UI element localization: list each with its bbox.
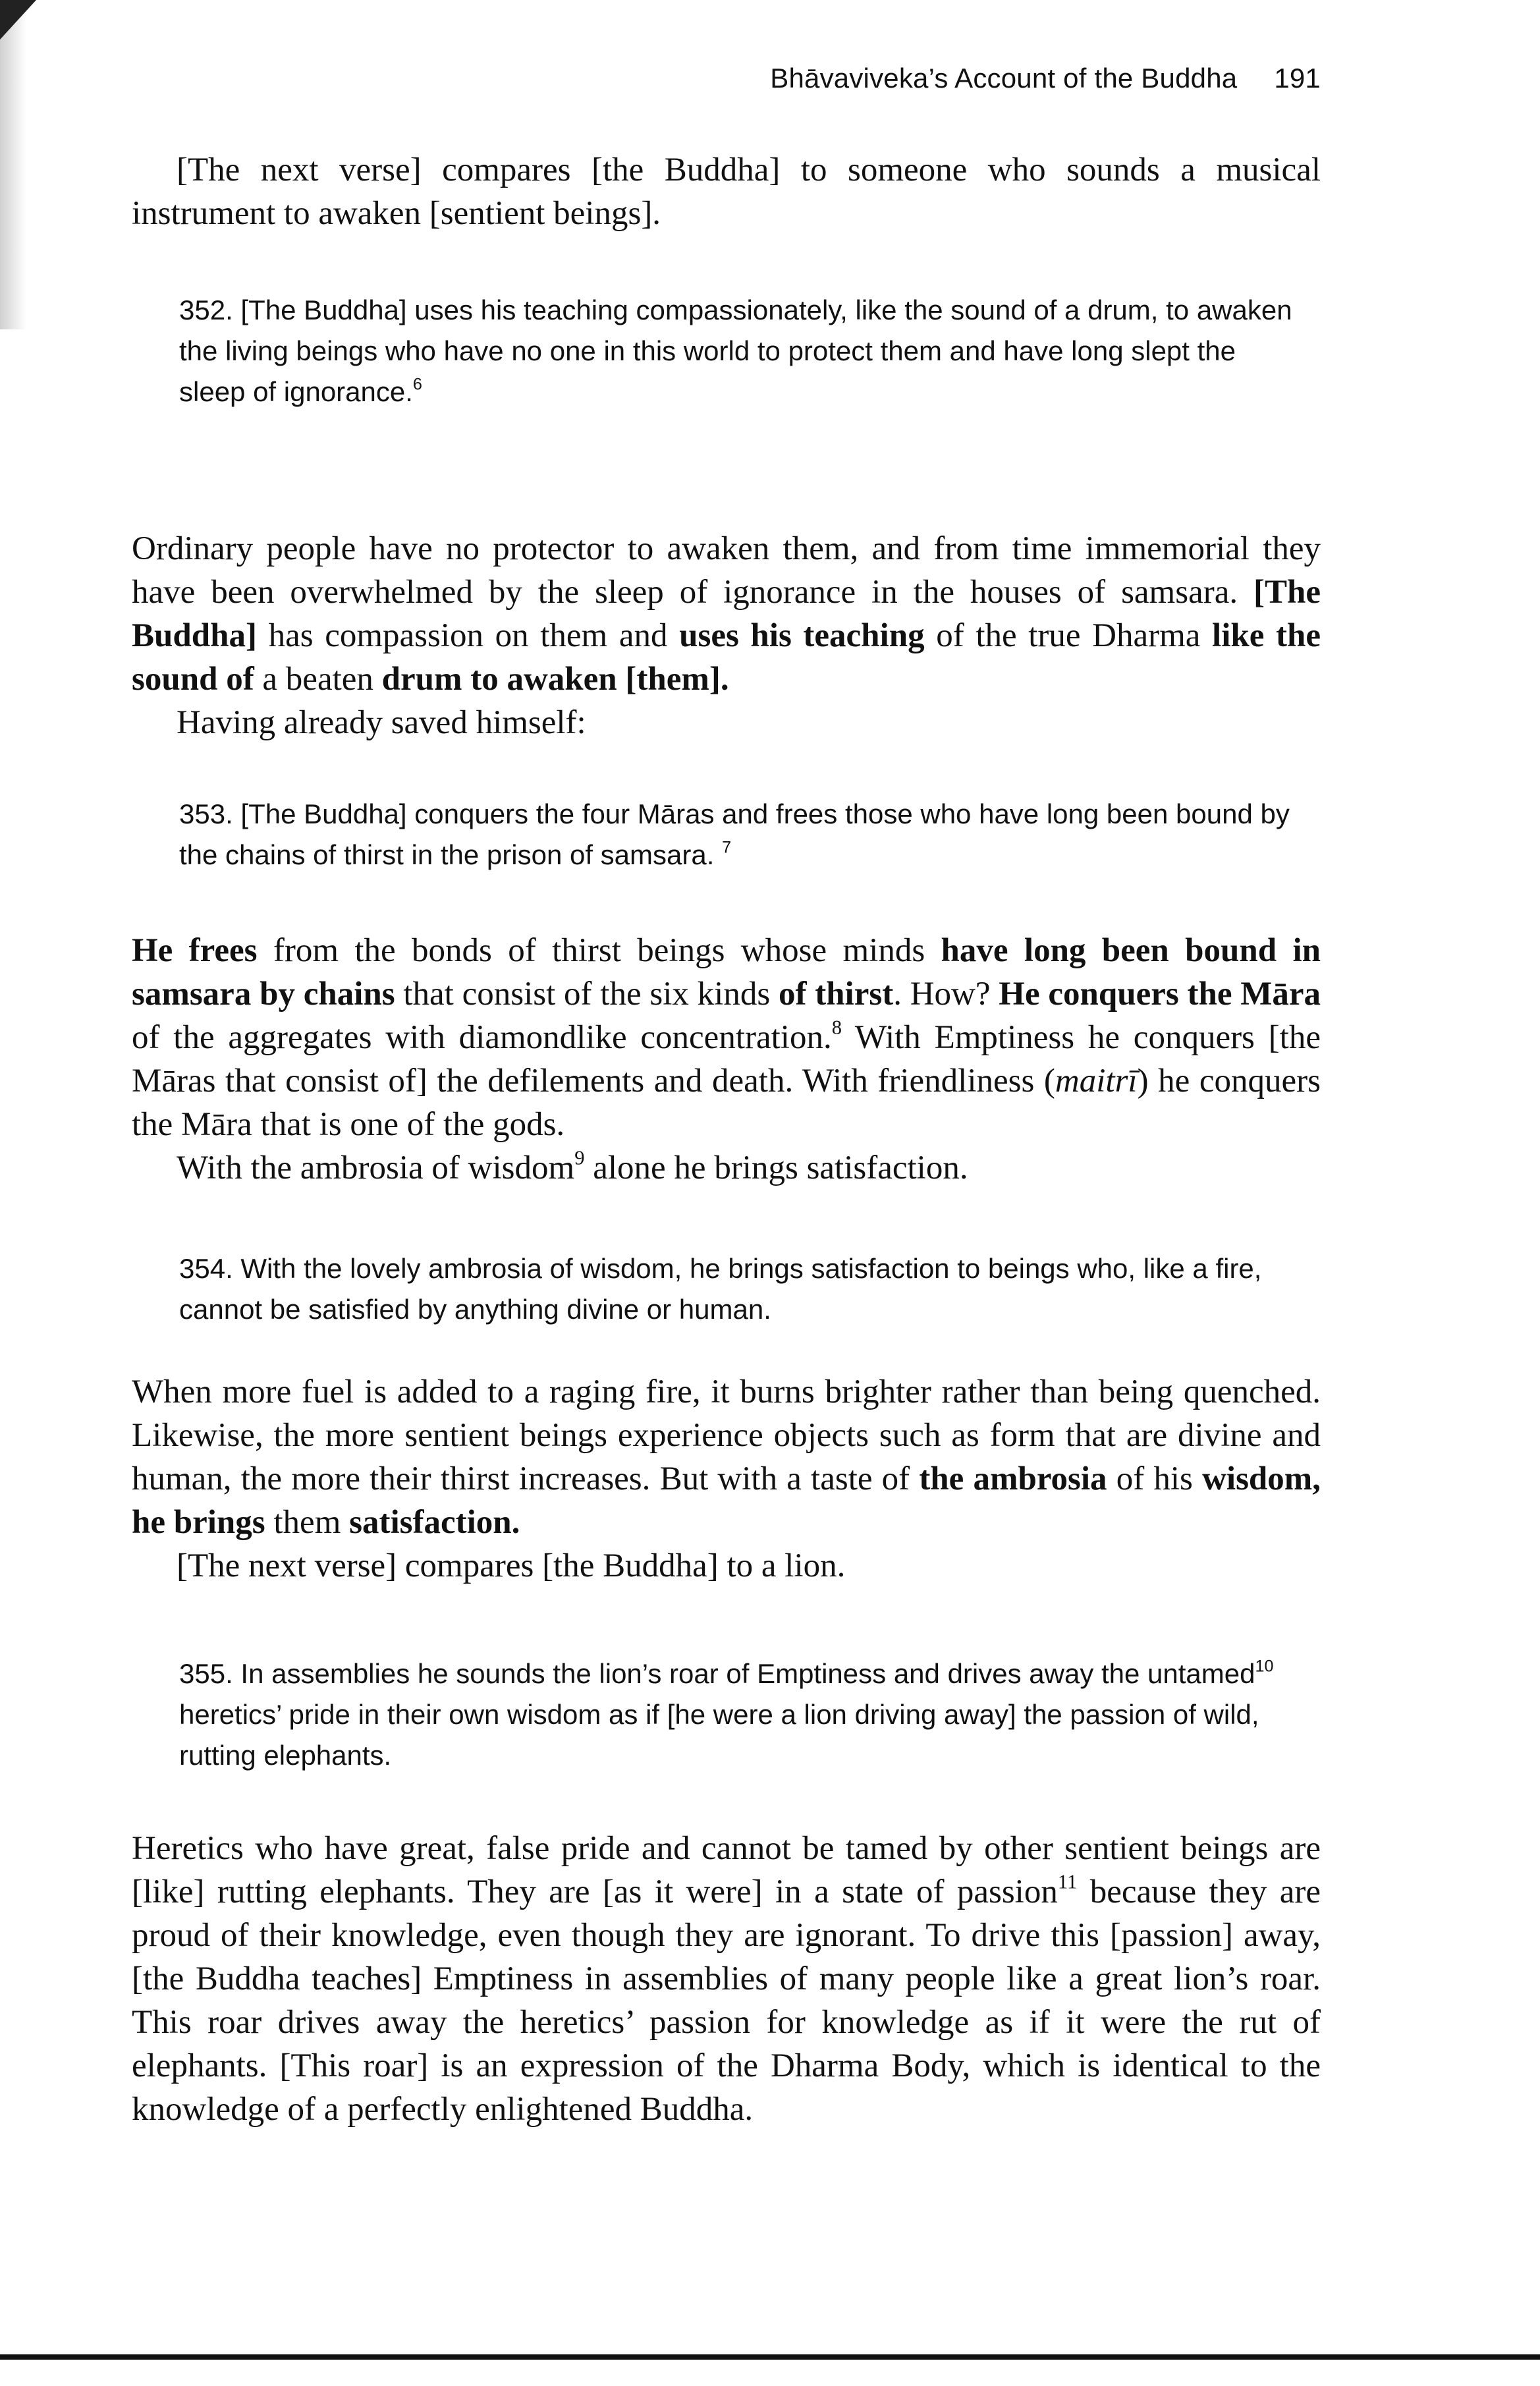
- verse-354: [132, 1248, 1321, 1330]
- verse-text: 353. [The Buddha] conquers the four Māras and frees those who have long been bound by the chains of thirst in the prison of samsara. $^7$: [179, 798, 1290, 870]
- footnote-ref-10: 10: [1255, 1657, 1274, 1676]
- verse-352: [132, 290, 1321, 412]
- page-number: 191: [1274, 63, 1321, 94]
- verse-text: 354. With the lovely ambrosia of wisdom, he brings satisfaction to beings who, like a fire, cannot be satisfied by anything divine or human.: [179, 1253, 1262, 1325]
- footnote-ref-9: 9: [574, 1146, 585, 1169]
- paragraph-commentary-355: [132, 1827, 1321, 2131]
- verse-355: [132, 1653, 1321, 1776]
- paragraph-text: Heretics who have great, false pride and cannot be tamed by other sentient beings are [like] rutting elephants. They are [as it were] in a state of passion$^{11}$ because they are proud of their knowledge, even though they are ignorant. To drive this [passion] away, [the Buddha teaches] Emptiness in assemblies of many people like a great lion’s roar. This roar drives away the heretics’ passion for knowledge as if it were the rut of elephants. [This roar] is an expression of the Dharma Body, which is identical to the knowledge of a perfectly enlightened Buddha.: [132, 1830, 1321, 2128]
- footnote-ref-6: 6: [412, 375, 422, 394]
- scan-corner-mark: [0, 0, 36, 40]
- paragraph-intro-drum: [132, 148, 1321, 235]
- paragraph-text: He frees from the bonds of thirst beings whose minds have long been bound in samsara by chains that consist of the six kinds of thirst. How? He conquers the Māra of the aggregates with diamondlike concentration.$^8$ With Emptiness he conquers [the Māras that consist of] the defilements and death. With friendliness (maitrī) he conquers the Māra that is one of the gods.: [132, 932, 1321, 1143]
- paragraph-text: When more fuel is added to a raging fire, it burns brighter rather than being quenched. Likewise, the more sentient beings experience objects such as form that are divine and human, the more their thirst increases. But with a taste of the ambrosia of his wisdom, he brings them satisfaction.: [132, 1373, 1321, 1541]
- running-header: [770, 63, 1321, 94]
- footnote-ref-11: 11: [1057, 1870, 1078, 1893]
- paragraph-commentary-352: [132, 527, 1321, 744]
- paragraph-transition: Having already saved himself:: [177, 704, 586, 741]
- paragraph-text: Ordinary people have no protector to awaken them, and from time immemorial they have been overwhelmed by the sleep of ignorance in the houses of samsara. [The Buddha] has compassion on them and uses his teaching of the true Dharma like the sound of a beaten drum to awaken [them].: [132, 530, 1321, 698]
- scan-bottom-edge: [0, 2354, 1540, 2360]
- paragraph-commentary-353: [132, 929, 1321, 1190]
- footnote-ref-8: 8: [831, 1016, 842, 1039]
- paragraph-transition: [The next verse] compares [the Buddha] to a lion.: [177, 1547, 846, 1584]
- paragraph-transition: With the ambrosia of wisdom$^9$ alone he brings satisfaction.: [177, 1146, 968, 1186]
- running-title: Bhāvaviveka’s Account of the Buddha: [770, 63, 1238, 94]
- verse-353: [132, 794, 1321, 875]
- scan-edge-shadow: [0, 0, 26, 329]
- verse-text: 355. In assemblies he sounds the lion’s roar of Emptiness and drives away the untamed$^{10}$ heretics’ pride in their own wisdom as if [he were a lion driving away] the passion of wild, rutting elephants.: [179, 1657, 1274, 1771]
- verse-text: 352. [The Buddha] uses his teaching compassionately, like the sound of a drum, to awaken the living beings who have no one in this world to protect them and have long slept the sleep of ignorance.$^6$: [179, 294, 1292, 407]
- footnote-ref-7: 7: [722, 838, 732, 857]
- paragraph-commentary-354: [132, 1370, 1321, 1588]
- paragraph-text: [The next verse] compares [the Buddha] to someone who sounds a musical instrument to awaken [sentient beings].: [132, 152, 1321, 232]
